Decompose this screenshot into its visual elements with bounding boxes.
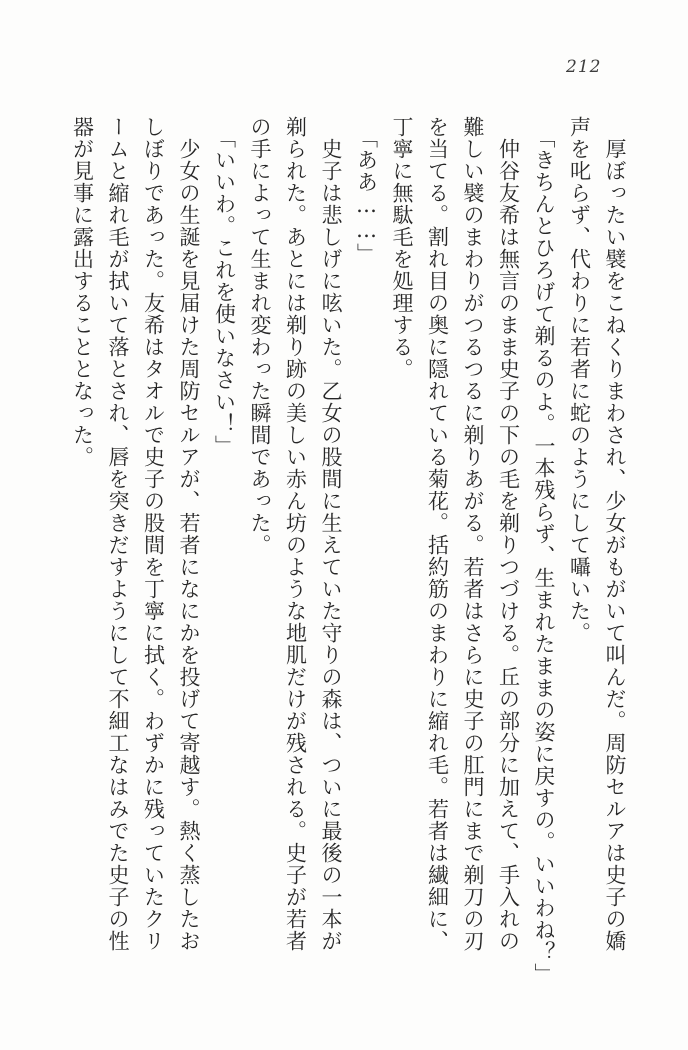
text-line: 「いいわ。これを使いなさい！」 (212, 127, 237, 457)
text-line: 厚ぼったい襞をこねくりまわされ、少女がもがいて叫んだ。周防セルアは史子の嬌 (603, 138, 627, 952)
text-line: 「ああ……」 (354, 127, 379, 265)
text-line: ームと縮れ毛が拭いて落とされ、唇を突きだすようにして不細工なはみでた史子の性 (106, 116, 130, 952)
text-line: 剃られた。あとには剃り跡の美しい赤ん坊のような地肌だけが残される。史子が若者 (283, 116, 308, 952)
text-line: 「きちんとひろげて剃るのよ。一本残らず、生まれたままの姿に戻すの。いいわね？」 (532, 127, 556, 985)
text-line: 器が見事に露出することとなった。 (70, 116, 95, 468)
vertical-text-block (64, 116, 632, 985)
text-line: 史子は悲しげに呟いた。乙女の股間に生えていた守りの森は、ついに最後の一本が (319, 138, 343, 952)
text-line: 声を叱らず、代わりに若者に蛇のようにして囁いた。 (567, 116, 592, 644)
text-line: しぼりであった。友希はタオルで史子の股間を丁寧に拭く。わずかに残っていたクリ (141, 116, 166, 952)
text-line: 仲谷友希は無言のまま史子の下の毛を剃りつづける。丘の部分に加えて、手入れの (496, 138, 521, 952)
text-line: の手によって生まれ変わった瞬間であった。 (248, 116, 272, 556)
text-line: 丁寧に無駄毛を処理する。 (390, 116, 414, 380)
text-line: 少女の生誕を見届けた周防セルアが、若者になにかを投げて寄越す。熱く蒸したお (177, 138, 201, 952)
page-number: 212 (566, 57, 602, 77)
text-line: 難しい襞のまわりがつるつるに剃りあがる。若者はさらに史子の肛門にまで剃刀の刃 (461, 116, 485, 952)
text-line: を当てる。割れ目の奥に隠れている菊花。括約筋のまわりに縮れ毛。若者は繊細に、 (425, 116, 450, 952)
